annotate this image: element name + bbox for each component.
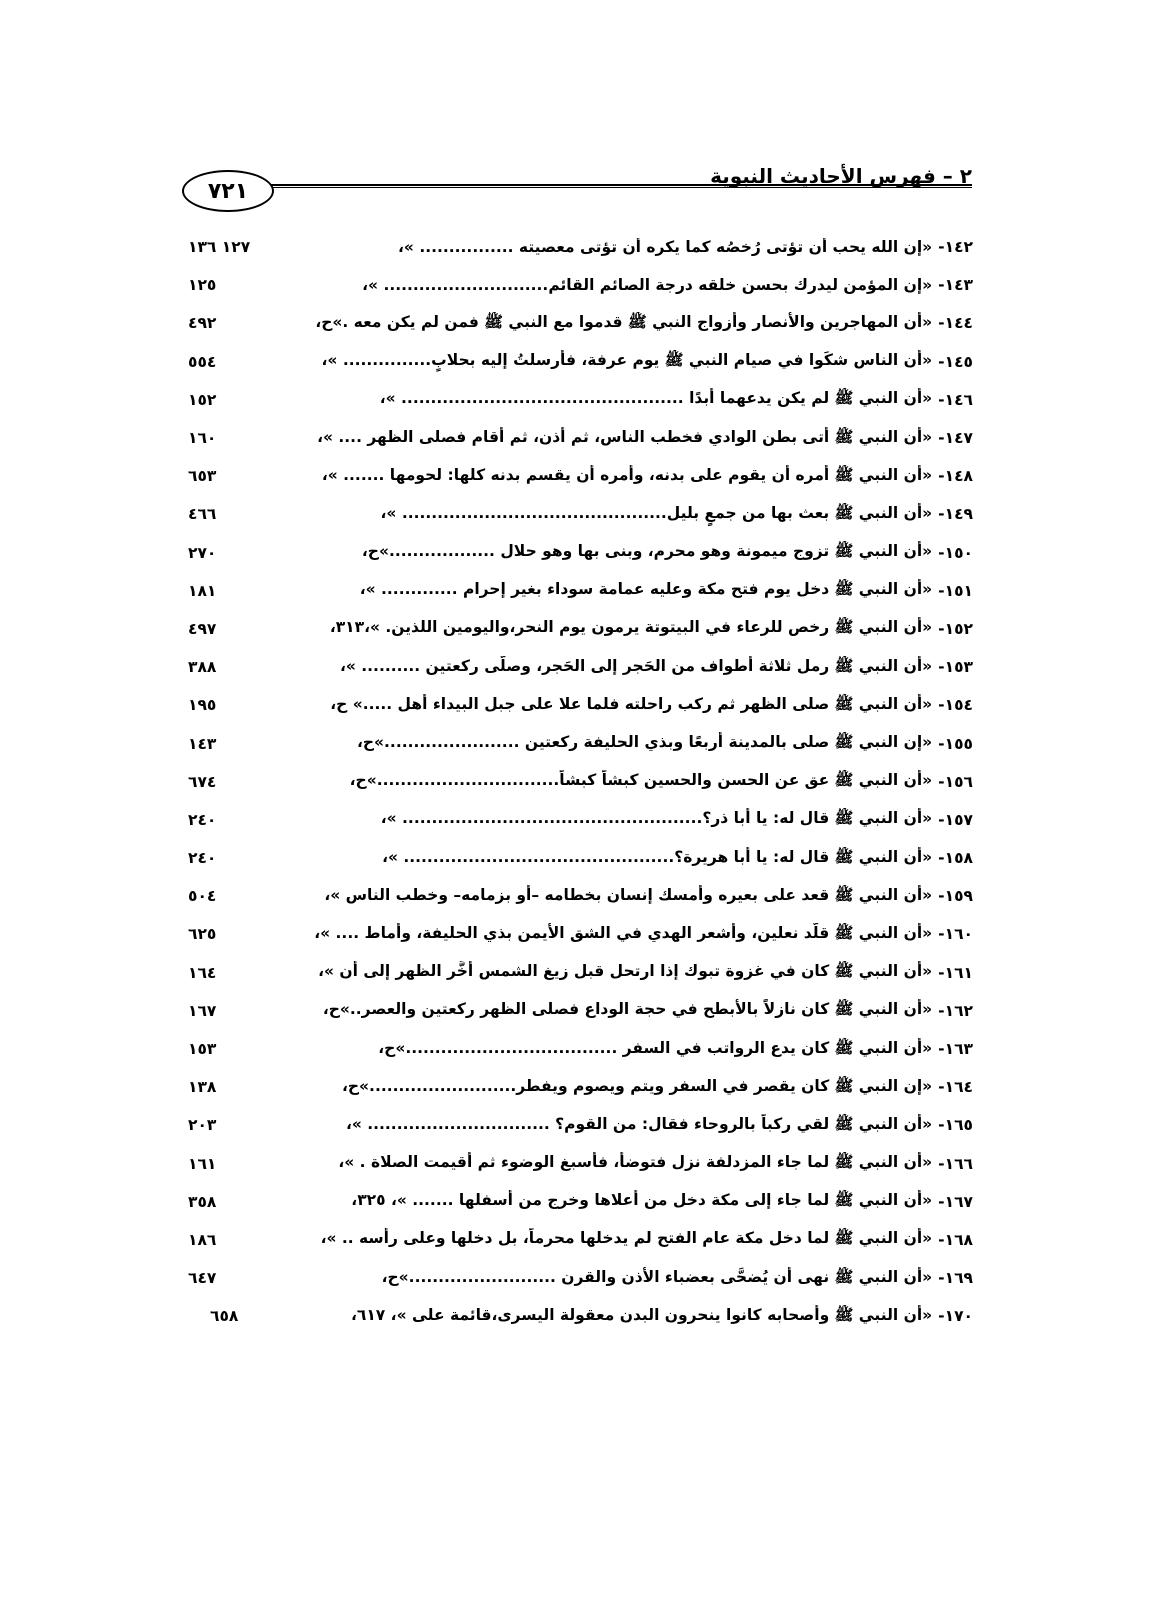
entry-number: ١٦٥- bbox=[938, 1116, 973, 1135]
entry-text: «أن النبي ﷺ لما جاء إلى مكة دخل من أعلاها وخرج من أسفلها ....... »، ٣٢٥، bbox=[351, 1191, 933, 1210]
entry-text: «أن النبي ﷺ لم يكن يدعهما أبدًا ................................................ »، bbox=[379, 389, 933, 408]
entry-text: «أن النبي ﷺ عق عن الحسن والحسين كبشاً كبشاً...............................»ح، bbox=[349, 771, 933, 790]
index-entry bbox=[188, 648, 973, 686]
entry-number: ١٦٣- bbox=[938, 1040, 973, 1059]
entry-number: ١٦٤- bbox=[938, 1078, 973, 1097]
entry-text: «أن النبي ﷺ رخص للرعاء في البيتوتة يرمون يوم النحر،واليومين اللذين. »،٣١٣، bbox=[329, 618, 933, 637]
entry-text: «إن النبي ﷺ كان يقصر في السفر ويتم ويصوم ويفطر.........................»ح، bbox=[341, 1076, 933, 1095]
entry-number: ١٥٨- bbox=[938, 849, 973, 868]
entry-number: ١٥٧- bbox=[938, 810, 973, 829]
entry-number: ١٤٢- bbox=[938, 238, 973, 257]
entry-page-refs: ٥٠٤ bbox=[188, 887, 217, 906]
entry-number: ١٤٦- bbox=[938, 390, 973, 409]
index-entry bbox=[188, 1145, 973, 1183]
entry-page-refs: ١٨١ bbox=[188, 581, 217, 600]
index-entry bbox=[188, 1221, 973, 1259]
index-entry bbox=[188, 266, 973, 304]
index-entry bbox=[188, 839, 973, 877]
index-entry bbox=[188, 1068, 973, 1106]
entry-page-refs: ١٥٢ bbox=[188, 390, 217, 409]
entry-page-refs: ١٦٤ bbox=[188, 963, 217, 982]
index-entry bbox=[188, 228, 973, 266]
entry-page-refs: ٥٥٤ bbox=[188, 352, 217, 371]
entry-text: «إن النبي ﷺ صلى بالمدينة أربعًا وبذي الحليفة ركعتين .......................»ح، bbox=[356, 733, 933, 752]
entry-text: «أن النبي ﷺ قلَّد نعلين، وأشعر الهدي في الشق الأيمن بذي الحليفة، وأماط .... »، bbox=[314, 923, 933, 942]
entry-page-refs: ٤٩٧ bbox=[188, 619, 217, 638]
entry-number: ١٥٦- bbox=[938, 772, 973, 791]
entry-number: ١٥٣- bbox=[938, 658, 973, 677]
index-entry bbox=[188, 304, 973, 342]
chapter-title: ٢ – فهرس الأحاديث النبوية bbox=[710, 164, 972, 188]
entry-text: «أن النبي ﷺ صلى الظهر ثم ركب راحلته فلما علا على جبل البيداء أهل .....» ح، bbox=[330, 694, 933, 713]
entry-number: ١٥٩- bbox=[938, 887, 973, 906]
entry-number: ١٦٩- bbox=[938, 1269, 973, 1288]
entry-text: «إن المؤمن ليدرك بحسن خلقه درجة الصائم القائم............................ »، bbox=[362, 276, 933, 295]
entry-page-refs: ٦٥٣ bbox=[188, 467, 217, 486]
entry-number: ١٥٥- bbox=[938, 734, 973, 753]
entry-page-refs: ١٤٣ bbox=[188, 734, 217, 753]
index-entry bbox=[188, 954, 973, 992]
entry-text: «أن النبي ﷺ كان في غزوة تبوك إذا ارتحل قبل زيغ الشمس أخَّر الظهر إلى أن »، bbox=[318, 962, 933, 981]
index-entry bbox=[188, 457, 973, 495]
index-entry bbox=[188, 1297, 973, 1335]
header-rule bbox=[240, 184, 972, 186]
entry-text: «أن النبي ﷺ تزوج ميمونة وهو محرم، وبنى بها وهو حلال ..................»ح، bbox=[361, 542, 933, 561]
hadith-index-list bbox=[188, 228, 973, 1335]
entry-text: «أن النبي ﷺ كان يدع الرواتب في السفر ....................................»ح، bbox=[378, 1038, 933, 1057]
index-entry bbox=[188, 572, 973, 610]
index-entry bbox=[188, 419, 973, 457]
entry-page-refs: ٤٦٦ bbox=[188, 505, 217, 524]
entry-page-refs: ٦٥٨ bbox=[210, 1307, 239, 1326]
index-entry bbox=[188, 1030, 973, 1068]
entry-number: ١٥٠- bbox=[938, 543, 973, 562]
index-entry bbox=[188, 992, 973, 1030]
entry-page-refs: ١٦٠ bbox=[188, 429, 217, 448]
index-entry bbox=[188, 724, 973, 762]
entry-page-refs: ١٨٦ bbox=[188, 1230, 217, 1249]
index-entry bbox=[188, 1106, 973, 1144]
entry-number: ١٦٠- bbox=[938, 925, 973, 944]
entry-number: ١٥٢- bbox=[938, 619, 973, 638]
index-entry bbox=[188, 343, 973, 381]
entry-text: «أن النبي ﷺ بعث بها من جمعٍ بليل............................................. »، bbox=[380, 503, 933, 522]
entry-text: «أن الناس شكَوا في صيام النبي ﷺ يوم عرفة، فأرسلتُ إليه بحلابٍ............... »، bbox=[321, 351, 933, 370]
index-entry bbox=[188, 1183, 973, 1221]
entry-text: «أن النبي ﷺ أمره أن يقوم على بدنه، وأمره أن يقسم بدنه كلها: لحومها ....... »، bbox=[321, 465, 933, 484]
entry-page-refs: ١٦١ bbox=[188, 1154, 217, 1173]
entry-number: ١٦٧- bbox=[938, 1192, 973, 1211]
index-entry bbox=[188, 495, 973, 533]
entry-text: «أن النبي ﷺ رمل ثلاثة أطواف من الحَجر إلى الحَجر، وصلَّى ركعتين .......... »، bbox=[339, 656, 933, 675]
entry-text: «أن النبي ﷺ وأصحابه كانوا ينحرون البدن معقولة اليسرى،قائمة على »، ٦١٧، bbox=[351, 1305, 933, 1324]
entry-number: ١٤٩- bbox=[938, 505, 973, 524]
entry-text: «أن النبي ﷺ نهى أن يُضحَّى بعضباء الأذن والقرن .........................»ح، bbox=[381, 1267, 933, 1286]
entry-number: ١٦١- bbox=[938, 963, 973, 982]
entry-page-refs: ١٢٧ ١٣٦ bbox=[188, 238, 251, 257]
entry-text: «أن النبي ﷺ دخل يوم فتح مكة وعليه عمامة سوداء بغير إحرام ............. »، bbox=[359, 580, 933, 599]
entry-page-refs: ١٢٥ bbox=[188, 276, 217, 295]
entry-page-refs: ١٦٧ bbox=[188, 1001, 217, 1020]
index-entry bbox=[188, 763, 973, 801]
entry-page-refs: ٦٢٥ bbox=[188, 925, 217, 944]
entry-text: «أن النبي ﷺ أتى بطن الوادي فخطب الناس، ثم أذن، ثم أقام فصلى الظهر .... »، bbox=[317, 427, 933, 446]
entry-page-refs: ٦٧٤ bbox=[188, 772, 217, 791]
index-entry bbox=[188, 915, 973, 953]
entry-page-refs: ٢٤٠ bbox=[188, 849, 217, 868]
entry-page-refs: ٢٠٣ bbox=[188, 1116, 217, 1135]
page-number: ٧٢١ bbox=[182, 170, 274, 212]
entry-page-refs: ١٣٨ bbox=[188, 1078, 217, 1097]
entry-page-refs: ٦٤٧ bbox=[188, 1269, 217, 1288]
entry-number: ١٤٣- bbox=[938, 276, 973, 295]
index-entry bbox=[188, 381, 973, 419]
entry-text: «أن النبي ﷺ لما دخل مكة عام الفتح لم يدخلها محرماً، بل دخلها وعلى رأسه .. »، bbox=[320, 1229, 933, 1248]
entry-text: «أن النبي ﷺ كان نازلاً بالأبطح في حجة الوداع فصلى الظهر ركعتين والعصر..»ح، bbox=[322, 1000, 933, 1019]
index-entry bbox=[188, 610, 973, 648]
entry-number: ١٤٧- bbox=[938, 429, 973, 448]
entry-page-refs: ٣٨٨ bbox=[188, 658, 217, 677]
index-entry bbox=[188, 877, 973, 915]
entry-text: «أن المهاجرين والأنصار وأزواج النبي ﷺ قدموا مع النبي ﷺ فمن لم يكن معه .»ح، bbox=[315, 312, 933, 331]
index-entry bbox=[188, 1259, 973, 1297]
entry-number: ١٥٤- bbox=[938, 696, 973, 715]
entry-text: «أن النبي ﷺ قال له: يا أبا هريرة؟.............................................. »، bbox=[382, 847, 933, 866]
entry-page-refs: ٤٩٢ bbox=[188, 314, 217, 333]
page-header bbox=[182, 158, 972, 220]
entry-page-refs: ٣٥٨ bbox=[188, 1192, 217, 1211]
entry-text: «إن الله يحب أن تؤتى رُخصُه كما يكره أن تؤتى معصيته ................ »، bbox=[398, 238, 933, 257]
entry-page-refs: ١٥٣ bbox=[188, 1040, 217, 1059]
entry-number: ١٥١- bbox=[938, 581, 973, 600]
entry-number: ١٧٠- bbox=[938, 1307, 973, 1326]
entry-text: «أن النبي ﷺ لما جاء المزدلفة نزل فتوضأ، فأسبغ الوضوء ثم أقيمت الصلاة . »، bbox=[338, 1153, 933, 1172]
index-entry bbox=[188, 686, 973, 724]
header-rule-thin bbox=[240, 187, 972, 188]
entry-number: ١٤٥- bbox=[938, 352, 973, 371]
entry-number: ١٦٢- bbox=[938, 1001, 973, 1020]
entry-page-refs: ٢٧٠ bbox=[188, 543, 217, 562]
entry-text: «أن النبي ﷺ قعد على بعيره وأمسك إنسان بخطامه –أو بزمامه– وخطب الناس »، bbox=[324, 885, 933, 904]
entry-number: ١٦٦- bbox=[938, 1154, 973, 1173]
index-entry bbox=[188, 534, 973, 572]
entry-number: ١٤٨- bbox=[938, 467, 973, 486]
entry-number: ١٤٤- bbox=[938, 314, 973, 333]
entry-text: «أن النبي ﷺ لقي ركباً بالروحاء فقال: من القوم؟ ............................... »، bbox=[345, 1114, 933, 1133]
index-entry bbox=[188, 801, 973, 839]
entry-text: «أن النبي ﷺ قال له: يا أبا ذر؟................................................... »، bbox=[380, 809, 933, 828]
entry-number: ١٦٨- bbox=[938, 1230, 973, 1249]
entry-page-refs: ٢٤٠ bbox=[188, 810, 217, 829]
entry-page-refs: ١٩٥ bbox=[188, 696, 217, 715]
